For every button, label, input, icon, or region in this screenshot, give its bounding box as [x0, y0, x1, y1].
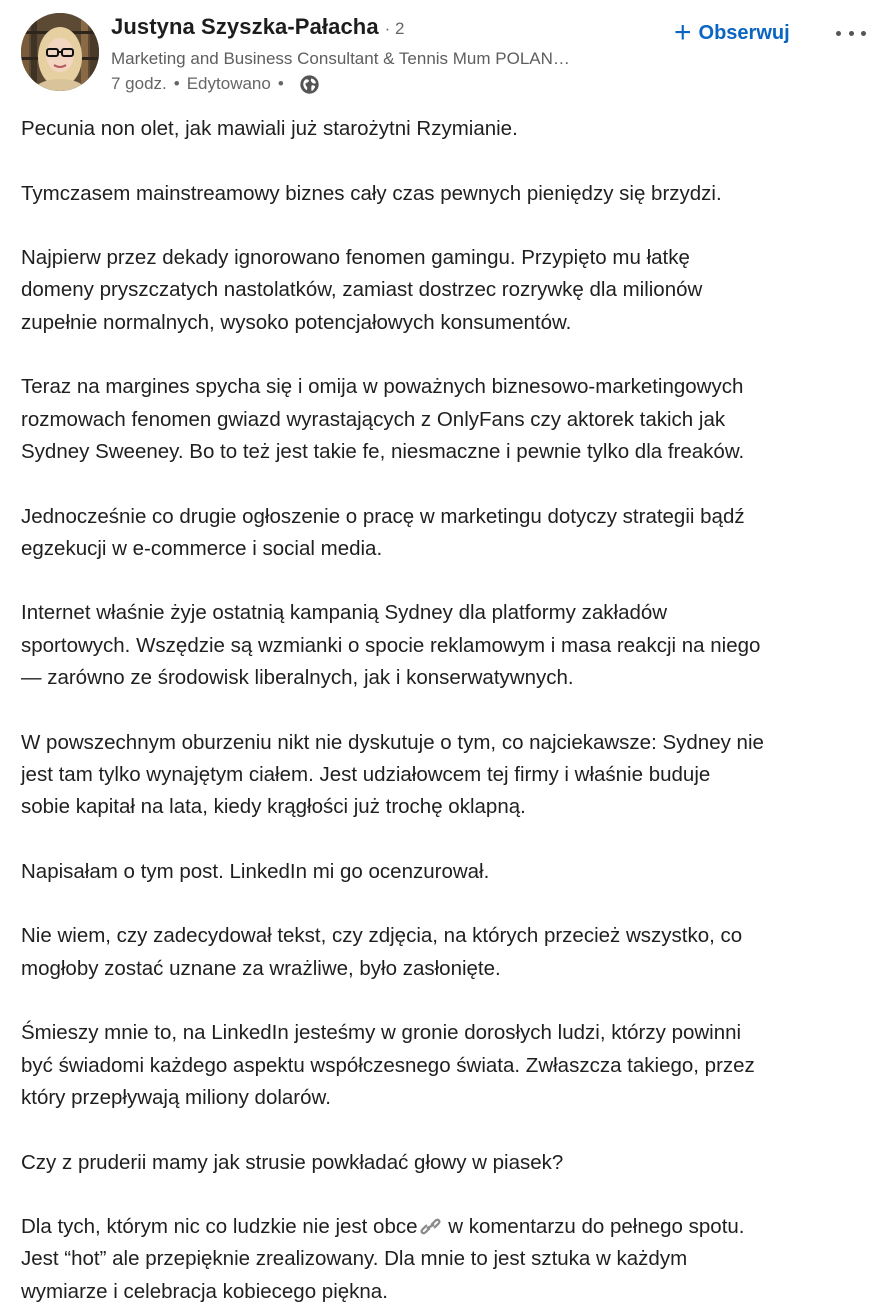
- connection-degree: · 2: [384, 19, 405, 38]
- paragraph-text: w komentarzu do pełnego spotu. Jest “hot” ale przepięknie zrealizowany. Dla mnie to jest sztuka w każdym wymiarze i celebracja kobiecego piękna.: [21, 1215, 745, 1303]
- plus-icon: +: [674, 16, 692, 49]
- post-paragraph: Nie wiem, czy zadecydował tekst, czy zdjęcia, na których przecież wszystko, co mogłoby zostać uznane za wrażliwe, było zasłonięte.: [21, 924, 743, 980]
- post-paragraph: Tymczasem mainstreamowy biznes cały czas pewnych pieniędzy się brzydzi.: [21, 181, 722, 205]
- author-name-row: [111, 14, 405, 46]
- post-paragraph: W powszechnym oburzeniu nikt nie dyskutuje o tym, co najciekawsze: Sydney nie jest tam tylko wynajętym ciałem. Jest udziałowcem tej firmy i właśnie buduje sobie kapitał na lata, kiedy krągłości już trochę oklapną.: [21, 730, 764, 819]
- link-icon: [420, 1218, 441, 1235]
- post-text: [21, 113, 871, 1308]
- avatar-photo: [21, 13, 99, 91]
- more-options-button[interactable]: [836, 21, 866, 45]
- more-horizontal-icon: [861, 31, 866, 36]
- post-meta: [111, 73, 320, 95]
- post-paragraph-last: [21, 1211, 871, 1308]
- meta-separator: •: [173, 74, 180, 93]
- edited-label: Edytowano: [186, 74, 271, 93]
- post-header: [0, 0, 882, 110]
- follow-button[interactable]: [668, 16, 796, 50]
- meta-separator: •: [277, 74, 284, 93]
- post-time: 7 godz.: [111, 74, 167, 93]
- post-paragraph: Jednocześnie co drugie ogłoszenie o pracę w marketingu dotyczy strategii bądź egzekucji w e-commerce i social media.: [21, 504, 745, 560]
- post-paragraph: Internet właśnie żyje ostatnią kampanią Sydney dla platformy zakładów sportowych. Wszędzie są wzmianki o spocie reklamowym i masa reakcji na niego — zarówno ze środowisk liberalnych, jak i konserwatywnych.: [21, 601, 761, 690]
- post-paragraph: Napisałam o tym post. LinkedIn mi go ocenzurował.: [21, 859, 490, 883]
- avatar[interactable]: [21, 13, 99, 91]
- globe-icon: [299, 74, 320, 95]
- author-name[interactable]: Justyna Szyszka-Pałacha: [111, 14, 379, 39]
- author-headline: Marketing and Business Consultant & Tennis Mum POLAN…: [111, 49, 570, 68]
- post-paragraph: Teraz na margines spycha się i omija w poważnych biznesowo-marketingowych rozmowach fenomen gwiazd wyrastających z OnlyFans czy aktorek takich jak Sydney Sweeney. Bo to też jest takie fe, niesmaczne i pewnie tylko dla freaków.: [21, 375, 745, 463]
- more-horizontal-icon: [849, 31, 854, 36]
- post-paragraph: Czy z pruderii mamy jak strusie powkładać głowy w piasek?: [21, 1150, 564, 1174]
- post-paragraph: Śmieszy mnie to, na LinkedIn jesteśmy w gronie dorosłych ludzi, którzy powinni być świadomi każdego aspektu współczesnego świata. Zwłaszcza takiego, przez który przepływają miliony dolarów.: [21, 1021, 755, 1109]
- follow-label: Obserwuj: [698, 21, 790, 44]
- more-horizontal-icon: [836, 31, 841, 36]
- paragraph-text: Dla tych, którym nic co ludzkie nie jest obce: [21, 1215, 418, 1239]
- post-paragraph: Najpierw przez dekady ignorowano fenomen gamingu. Przypięto mu łatkę domeny pryszczatych nastolatków, zamiast dostrzec rozrywkę dla milionów zupełnie normalnych, wysoko potencjałowych konsumentów.: [21, 246, 703, 334]
- post-paragraph: Pecunia non olet, jak mawiali już starożytni Rzymianie.: [21, 117, 518, 140]
